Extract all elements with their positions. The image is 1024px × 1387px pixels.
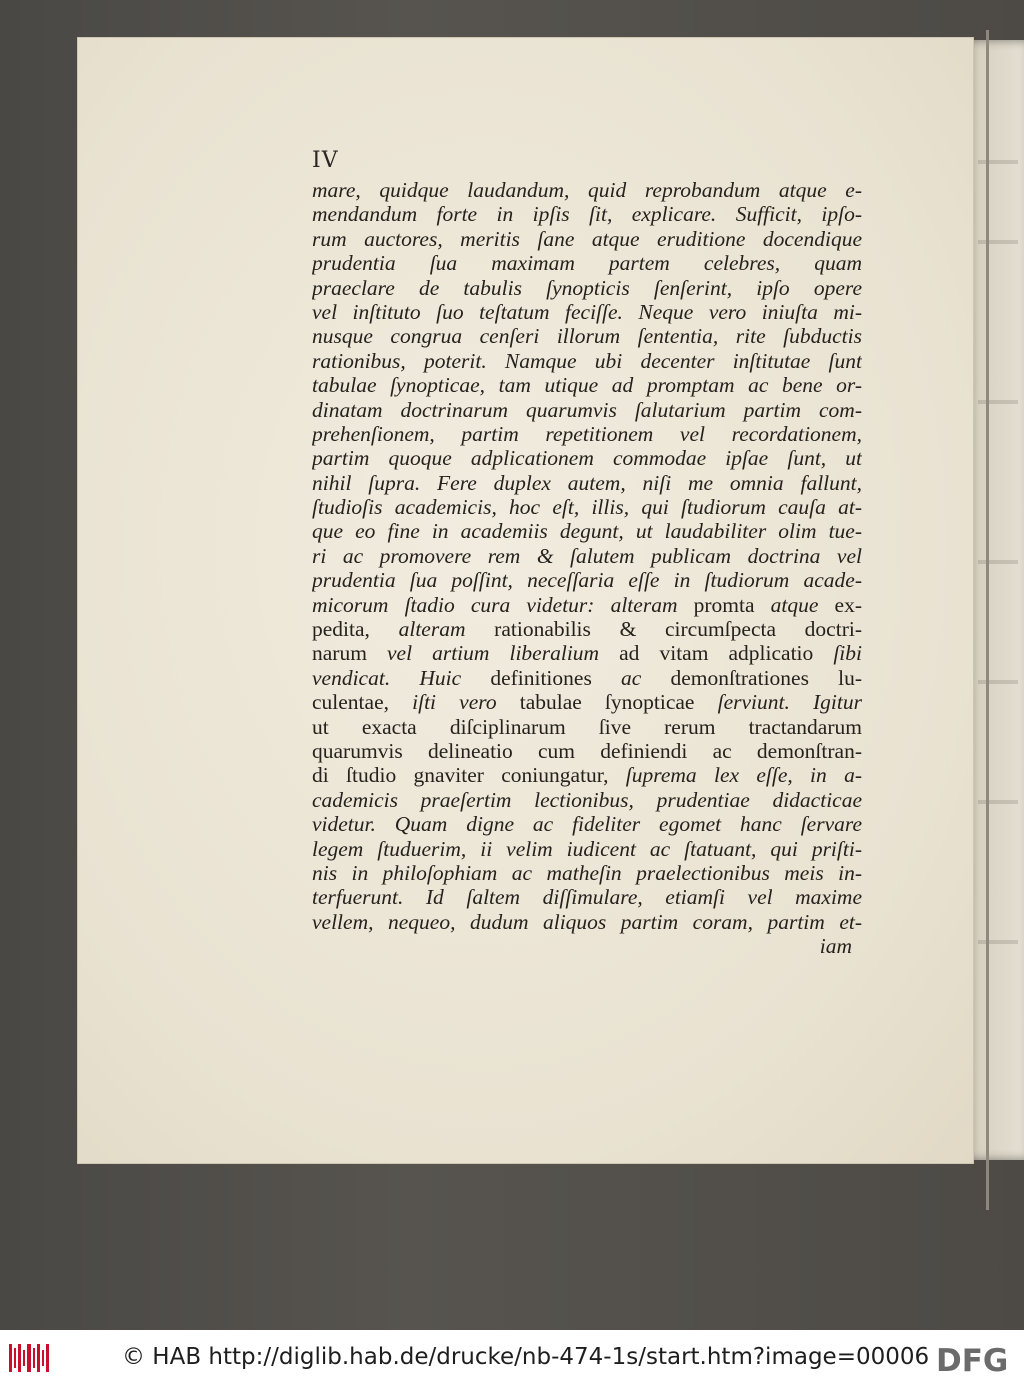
text-line	[312, 666, 862, 690]
text-segment: narum	[312, 641, 387, 666]
text-line	[312, 324, 862, 348]
text-segment: definitiones	[490, 665, 621, 690]
text-line	[312, 593, 862, 617]
text-line	[312, 544, 862, 568]
text-segment: tabulae ſynopticae, tam utique ad promptam ac bene or-	[312, 373, 862, 398]
text-line	[312, 763, 862, 787]
text-segment: partim quoque adplicationem commodae ipſae ſunt, ut	[312, 446, 862, 471]
text-segment: praeclare de tabulis ſynopticis ſenſerint, ipſo opere	[312, 275, 862, 300]
text-segment: demonſtrationes lu-	[670, 665, 862, 690]
text-line	[312, 178, 862, 202]
dfg-logo-icon	[934, 1342, 1016, 1376]
text-segment: vel inſtituto ſuo teſtatum feciſſe. Neque vero iniuſta mi-	[312, 299, 862, 324]
text-segment: atque	[770, 592, 835, 617]
text-line	[312, 715, 862, 739]
text-segment: alteram	[398, 617, 495, 642]
text-line	[312, 739, 862, 763]
text-line	[312, 837, 862, 861]
text-segment: nihil ſupra. Fere duplex autem, niſi me omnia fallunt,	[312, 470, 862, 495]
text-segment: nusque congrua cenſeri illorum ſententia, rite ſubductis	[312, 324, 862, 349]
text-segment: pedita,	[312, 617, 399, 642]
text-line	[312, 251, 862, 275]
text-segment: rationibus, poterit. Namque ubi decenter inſtitutae ſunt	[312, 348, 862, 373]
text-line	[312, 885, 862, 909]
viewer-footer	[0, 1330, 1024, 1387]
text-line	[312, 202, 862, 226]
text-segment: tabulae ſynopticae	[519, 690, 718, 715]
text-segment: quarumvis delineatio cum definiendi ac demonſtran-	[312, 738, 862, 763]
text-segment: ex-	[834, 592, 862, 617]
book-spine	[986, 30, 989, 1210]
text-segment: ac	[620, 665, 671, 690]
text-segment: vendicat. Huic	[312, 665, 491, 690]
text-line	[312, 910, 862, 934]
text-line	[312, 617, 862, 641]
text-segment: culentae,	[312, 690, 413, 715]
text-segment: terfuerunt. Id ſaltem diſſimulare, etiamſi vel maxime	[312, 885, 862, 910]
text-segment: vel artium liberalium	[386, 641, 620, 666]
text-segment: prehenſionem, partim repetitionem vel recordationem,	[312, 421, 862, 446]
text-line	[312, 422, 862, 446]
text-segment: cademicis praeſertim lectionibus, prudentiae didacticae	[312, 787, 862, 812]
text-line	[312, 568, 862, 592]
text-line	[312, 398, 862, 422]
text-line	[312, 446, 862, 470]
text-line	[312, 349, 862, 373]
text-segment: ad vitam adplicatio	[619, 641, 834, 666]
text-segment: prudentia ſua maximam partem celebres, quam	[312, 251, 862, 276]
text-segment: ſtudioſis academicis, hoc eſt, illis, qui ſtudiorum cauſa at-	[312, 495, 862, 520]
text-segment: rum auctores, meritis ſane atque eruditione docendique	[312, 226, 862, 251]
text-line	[312, 690, 862, 714]
text-segment: dinatam doctrinarum quarumvis ſalutarium partim com-	[312, 397, 862, 422]
text-segment: ſerviunt. Igitur	[717, 690, 862, 715]
text-segment: prudentia ſua poſſint, neceſſaria eſſe in ſtudiorum acade-	[312, 568, 862, 593]
text-line	[312, 471, 862, 495]
text-segment: ut exacta diſciplinarum ſive rerum tractandarum	[312, 714, 862, 739]
text-segment: micorum ſtadio cura videtur: alteram	[312, 592, 694, 617]
text-segment: ſibi	[833, 641, 862, 666]
page-number: IV	[312, 148, 339, 173]
source-url-text: © HAB http://diglib.hab.de/drucke/nb-474-1s/start.htm?image=00006	[122, 1344, 930, 1370]
text-line	[312, 861, 862, 885]
text-segment: rationabilis & circumſpecta doctri-	[494, 617, 862, 642]
text-line	[312, 227, 862, 251]
text-line	[312, 276, 862, 300]
text-segment: ſuprema lex eſſe, in a-	[625, 763, 862, 788]
catchword: iam	[819, 934, 852, 958]
text-segment: di ſtudio gnaviter coniungatur,	[312, 763, 626, 788]
text-segment: mendandum forte in ipſis ſit, explicare. Sufficit, ipſo-	[312, 202, 862, 227]
text-segment: iſti vero	[412, 690, 520, 715]
text-segment: ri ac promovere rem & ſalutem publicam doctrina vel	[312, 543, 862, 568]
text-line	[312, 519, 862, 543]
text-line	[312, 495, 862, 519]
text-segment: legem ſtuduerim, ii velim iudicent ac ſtatuant, qui priſti-	[312, 836, 862, 861]
text-segment: que eo fine in academiis degunt, ut laudabiliter olim tue-	[312, 519, 862, 544]
text-line	[312, 788, 862, 812]
text-segment: vellem, nequeo, dudum aliquos partim coram, partim et-	[312, 909, 862, 934]
text-segment: nis in philoſophiam ac matheſin praelectionibus meis in-	[312, 860, 862, 885]
text-segment: mare, quidque laudandum, quid reprobandum atque e-	[312, 178, 862, 202]
text-line	[312, 300, 862, 324]
dfg-logo-text: DFG	[936, 1343, 1009, 1376]
text-segment: videtur. Quam digne ac fideliter egomet hanc ſervare	[312, 812, 862, 837]
text-line	[312, 641, 862, 665]
text-segment: promta	[693, 592, 771, 617]
body-text	[312, 178, 862, 934]
text-line	[312, 812, 862, 836]
text-line	[312, 373, 862, 397]
hab-barcode-logo-icon	[8, 1342, 52, 1374]
